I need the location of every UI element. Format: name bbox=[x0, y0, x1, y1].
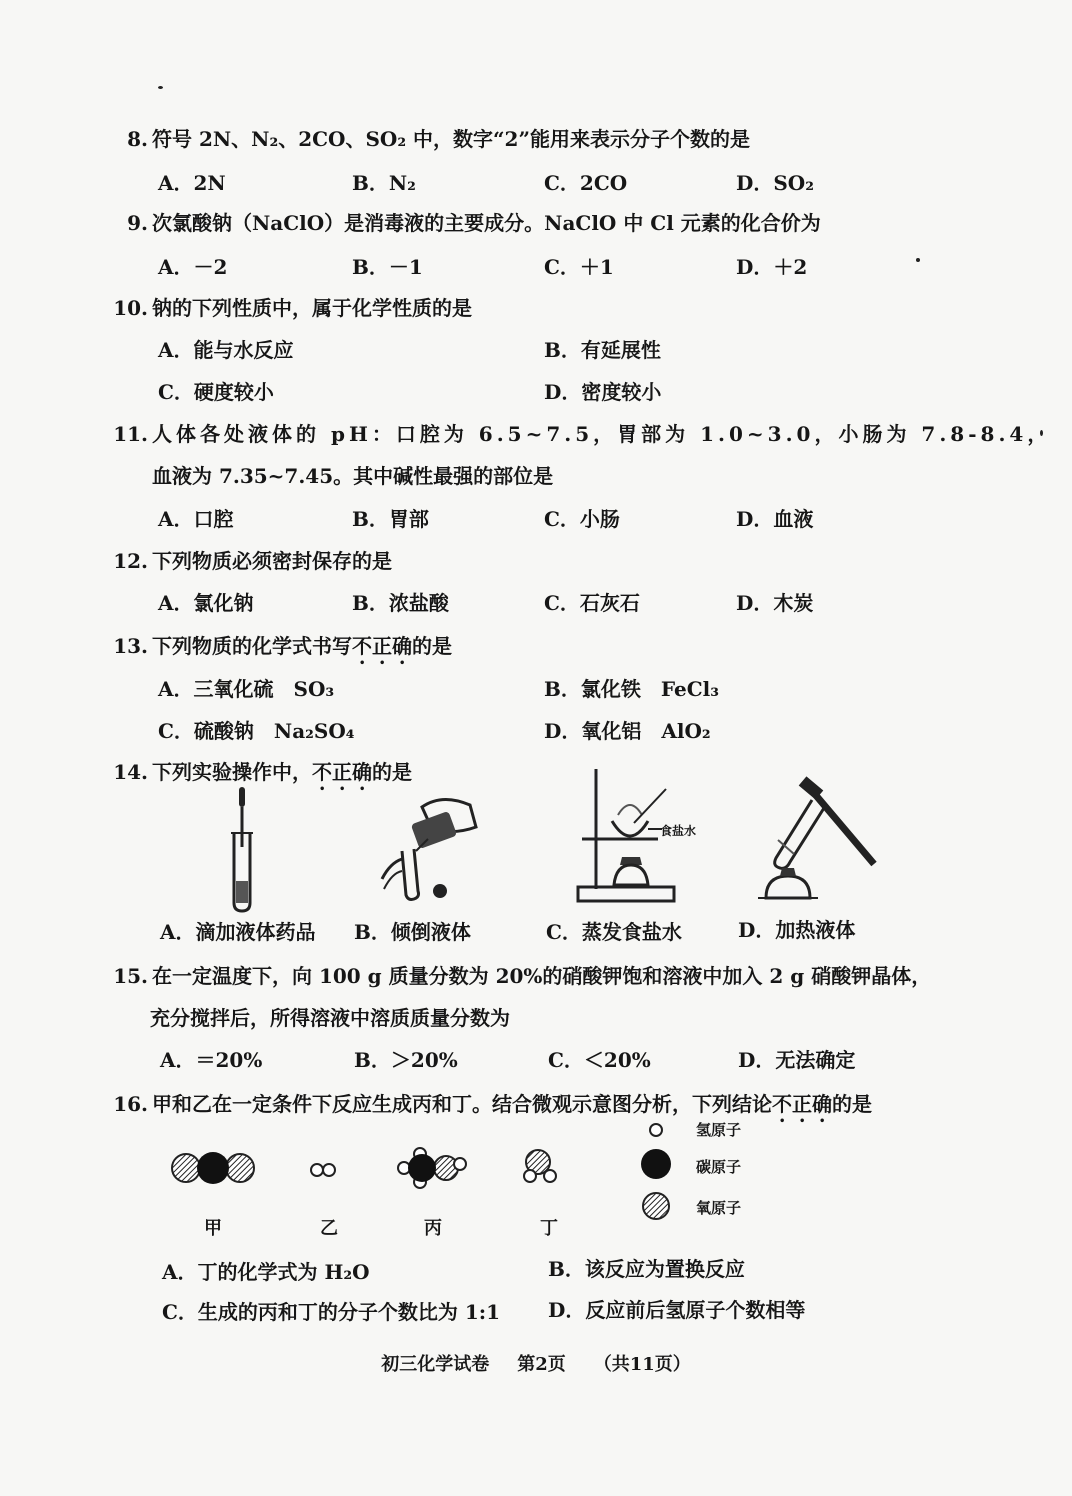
option-c[interactable]: C．蒸发食盐水 bbox=[546, 920, 682, 944]
question-stem: 的是 bbox=[832, 1092, 872, 1116]
atom-legend bbox=[640, 1118, 680, 1228]
question-10: 10. 钠的下列性质中，属于化学性质的是 bbox=[113, 296, 472, 320]
option-d[interactable]: D．血液 bbox=[736, 507, 814, 531]
question-stem: 符号 2N、N₂、2CO、SO₂ 中，数字“2”能用来表示分子个数的是 bbox=[152, 127, 750, 151]
question-16: 16. 甲和乙在一定条件下反应生成丙和丁。结合微观示意图分析，下列结论不正确的是 bbox=[113, 1092, 872, 1116]
legend-hydrogen: 氢原子 bbox=[696, 1121, 742, 1139]
option-c[interactable]: C．小肠 bbox=[544, 507, 620, 531]
molecule-jia bbox=[172, 1152, 254, 1184]
footer-page: 第2页 bbox=[517, 1354, 566, 1375]
option-c[interactable]: C．硫酸钠 Na₂SO₄ bbox=[158, 719, 355, 743]
option-a[interactable]: A．丁的化学式为 H₂O bbox=[162, 1260, 370, 1284]
footer-total: （共11页） bbox=[593, 1354, 691, 1375]
carbon-atom-icon bbox=[641, 1149, 671, 1179]
hydrogen-atom bbox=[311, 1164, 323, 1176]
option-c[interactable]: C．2CO bbox=[544, 171, 628, 195]
option-a[interactable]: A．－2 bbox=[158, 255, 228, 279]
pouring-liquid-illustration bbox=[372, 793, 482, 903]
option-a[interactable]: A．三氧化硫 SO₃ bbox=[158, 677, 335, 701]
option-c[interactable]: C．生成的丙和丁的分子个数比为 1:1 bbox=[162, 1300, 501, 1324]
legend-carbon: 碳原子 bbox=[696, 1158, 742, 1176]
question-stem-continued: 充分搅拌后，所得溶液中溶质质量分数为 bbox=[150, 1006, 510, 1030]
option-b[interactable]: B．浓盐酸 bbox=[352, 591, 449, 615]
option-c[interactable]: C．＜20% bbox=[548, 1048, 651, 1072]
question-stem: 人体各处液体的 pH：口腔为 6.5~7.5，胃部为 1.0~3.0，小肠为 7.8-8.4， bbox=[152, 422, 1052, 446]
question-15: 15. 在一定温度下，向 100 g 质量分数为 20%的硝酸钾饱和溶液中加入 2 g 硝酸钾晶体， bbox=[113, 964, 932, 988]
dropper-testtube-illustration bbox=[220, 785, 270, 913]
question-stem: 的是 bbox=[412, 634, 452, 658]
hydrogen-atom bbox=[454, 1158, 466, 1170]
option-a[interactable]: A．氯化钠 bbox=[158, 591, 254, 615]
molecule-ding bbox=[524, 1150, 556, 1182]
hydrogen-atom bbox=[544, 1170, 556, 1182]
question-12: 12. 下列物质必须密封保存的是 bbox=[113, 549, 392, 573]
option-a[interactable]: A．滴加液体药品 bbox=[160, 920, 316, 944]
question-8: 8. 符号 2N、N₂、2CO、SO₂ 中，数字“2”能用来表示分子个数的是 bbox=[127, 127, 750, 151]
question-stem-continued: 血液为 7.35~7.45。其中碱性最强的部位是 bbox=[152, 464, 554, 488]
option-d[interactable]: D．木炭 bbox=[736, 591, 814, 615]
question-stem: 在一定温度下，向 100 g 质量分数为 20%的硝酸钾饱和溶液中加入 2 g 硝酸钾晶体， bbox=[152, 964, 932, 988]
option-b[interactable]: B．胃部 bbox=[352, 507, 429, 531]
scan-speck bbox=[158, 86, 163, 89]
question-9: 9. 次氯酸钠（NaClO）是消毒液的主要成分。NaClO 中 Cl 元素的化合价为 bbox=[127, 211, 821, 235]
question-stem: 甲和乙在一定条件下反应生成丙和丁。结合微观示意图分析，下列结论 bbox=[152, 1092, 772, 1116]
molecule-label-jia: 甲 bbox=[204, 1218, 222, 1239]
question-11: 11. 人体各处液体的 pH：口腔为 6.5~7.5，胃部为 1.0~3.0，小肠为 7.8-8.4， bbox=[113, 422, 1052, 446]
option-b[interactable]: B．－1 bbox=[352, 255, 423, 279]
question-stem: 下列物质的化学式书写 bbox=[152, 634, 352, 658]
option-d[interactable]: D．SO₂ bbox=[736, 171, 814, 195]
molecule-label-yi: 乙 bbox=[320, 1218, 338, 1239]
carbon-atom bbox=[197, 1152, 229, 1184]
molecule-yi bbox=[311, 1164, 335, 1176]
option-d[interactable]: D．＋2 bbox=[736, 255, 808, 279]
option-d[interactable]: D．氧化铝 AlO₂ bbox=[544, 719, 711, 743]
emphasis-text: 不正确 bbox=[772, 1092, 832, 1116]
question-stem: 次氯酸钠（NaClO）是消毒液的主要成分。NaClO 中 Cl 元素的化合价为 bbox=[152, 211, 821, 235]
molecule-label-ding: 丁 bbox=[540, 1218, 558, 1239]
page-footer bbox=[0, 1350, 1072, 1376]
hydrogen-atom-icon bbox=[650, 1124, 662, 1136]
option-a[interactable]: A．2N bbox=[158, 171, 226, 195]
hydrogen-atom bbox=[524, 1170, 536, 1182]
molecule-bing bbox=[398, 1148, 466, 1188]
question-stem: 下列物质必须密封保存的是 bbox=[152, 549, 392, 573]
question-14: 14. 下列实验操作中，不正确的是 bbox=[113, 760, 412, 784]
carbon-atom bbox=[408, 1154, 436, 1182]
option-d[interactable]: D．密度较小 bbox=[544, 380, 662, 404]
option-c[interactable]: C．＋1 bbox=[544, 255, 614, 279]
option-b[interactable]: B．有延展性 bbox=[544, 338, 661, 362]
option-c[interactable]: C．石灰石 bbox=[544, 591, 640, 615]
oxygen-atom bbox=[172, 1154, 200, 1182]
option-b[interactable]: B．该反应为置换反应 bbox=[548, 1257, 745, 1281]
question-13: 13. 下列物质的化学式书写不正确的是 bbox=[113, 634, 452, 658]
oxygen-atom bbox=[226, 1154, 254, 1182]
option-d[interactable]: D．加热液体 bbox=[738, 918, 856, 942]
option-a[interactable]: A．能与水反应 bbox=[158, 338, 294, 362]
option-d[interactable]: D．无法确定 bbox=[738, 1048, 856, 1072]
option-b[interactable]: B．＞20% bbox=[354, 1048, 458, 1072]
question-stem: 钠的下列性质中，属于化学性质的是 bbox=[152, 296, 472, 320]
option-c[interactable]: C．硬度较小 bbox=[158, 380, 274, 404]
emphasis-text: 不正确 bbox=[352, 634, 412, 658]
question-stem: 下列实验操作中， bbox=[152, 760, 312, 784]
option-b[interactable]: B．氯化铁 FeCl₃ bbox=[544, 677, 720, 701]
option-a[interactable]: A．口腔 bbox=[158, 507, 234, 531]
option-a[interactable]: A．＝20% bbox=[160, 1048, 263, 1072]
hydrogen-atom bbox=[323, 1164, 335, 1176]
salt-water-label: 食盐水 bbox=[660, 824, 697, 838]
scan-speck bbox=[916, 258, 920, 262]
oxygen-atom-icon bbox=[643, 1193, 669, 1219]
legend-oxygen: 氧原子 bbox=[696, 1199, 742, 1217]
option-b[interactable]: B．N₂ bbox=[352, 171, 416, 195]
molecule-label-bing: 丙 bbox=[424, 1218, 442, 1239]
option-d[interactable]: D．反应前后氢原子个数相等 bbox=[548, 1298, 806, 1322]
option-b[interactable]: B．倾倒液体 bbox=[354, 920, 471, 944]
emphasis-text: 不正确 bbox=[312, 760, 372, 784]
heating-liquid-illustration bbox=[752, 780, 880, 904]
question-stem: 的是 bbox=[372, 760, 412, 784]
footer-title: 初三化学试卷 bbox=[381, 1354, 490, 1375]
